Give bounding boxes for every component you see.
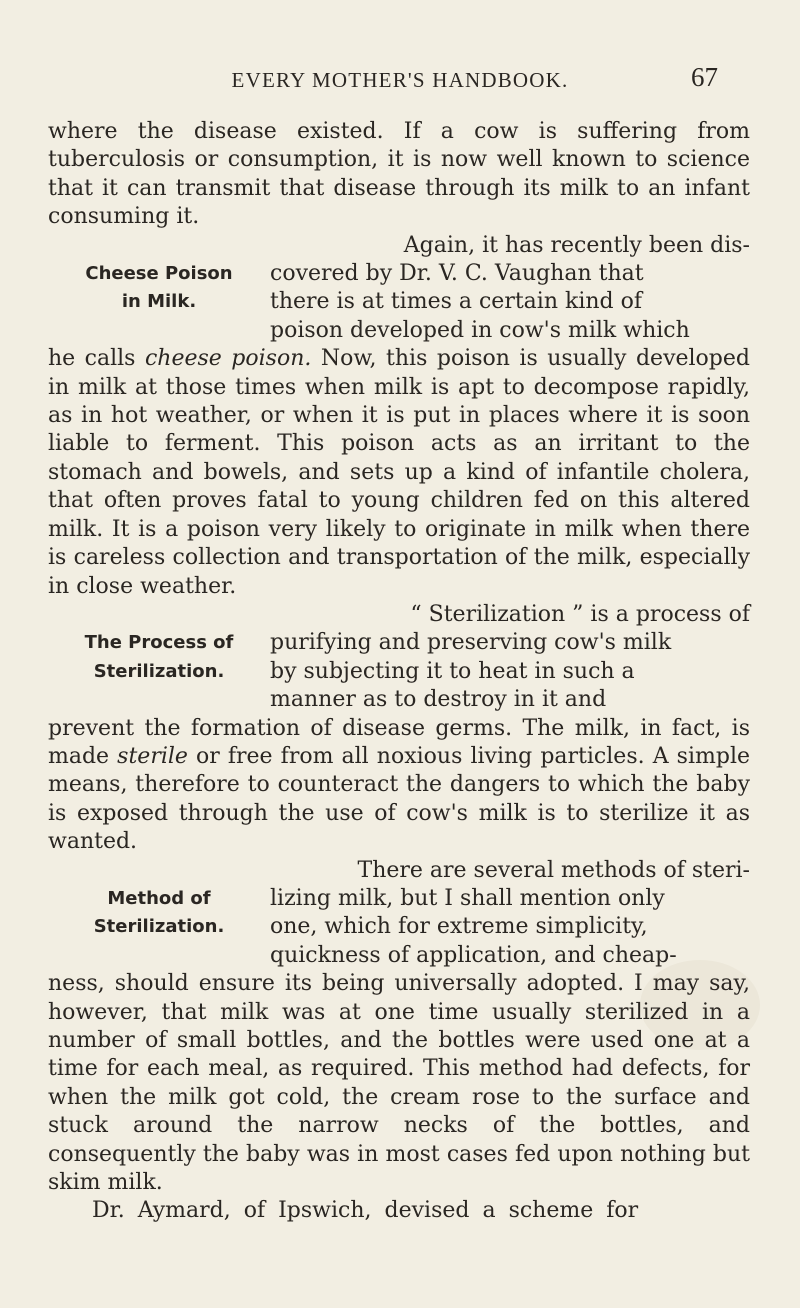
indented-line: [270, 232, 750, 260]
indented-line: [270, 260, 750, 288]
section-cheese-poison: [48, 232, 750, 601]
text-run: prevent the formation of disease germs. The milk, in fact, is made: [48, 715, 750, 769]
indented-line: [270, 601, 750, 629]
paragraph-sterilization: [48, 715, 750, 857]
indented-line: [270, 658, 750, 686]
sidenote-method-sterilization: [48, 885, 270, 942]
sidenote-line: Method of: [107, 887, 211, 909]
section-process-sterilization: [48, 601, 750, 857]
sidenote-line: Cheese Poison: [85, 263, 233, 285]
text-run: or free from all noxious living particles. A simple means, therefore to counteract the dangers to which the baby is exposed through the use of cow's milk is to sterilize it as wanted.: [48, 743, 750, 855]
indented-line: [270, 885, 750, 913]
page-header: [0, 62, 800, 102]
italic-term: sterile: [117, 743, 188, 769]
text-run: he calls: [48, 346, 145, 372]
sidenote-line: in Milk.: [121, 291, 197, 313]
line-text: covered by Dr. V. C. Vaughan that: [270, 261, 644, 287]
paragraph-tuberculosis: where the disease existed. If a cow is suffering from tuberculosis or consumption, it is now well known to science that it can transmit that disease through its milk to an infant consuming it.: [48, 119, 750, 230]
indented-line: [270, 913, 750, 941]
indented-line: [270, 942, 750, 970]
sidenote-line: The Process of: [84, 632, 234, 654]
line-text: quickness of application, and cheap-: [270, 942, 677, 968]
page-body: [48, 118, 750, 1226]
line-text: lizing milk, but I shall mention only: [270, 885, 665, 911]
line-text: “ Sterilization ” is a process of: [410, 601, 750, 627]
line-text: manner as to destroy in it and: [270, 687, 607, 713]
indented-line: [270, 288, 750, 316]
sidenote-line: Sterilization.: [93, 916, 225, 938]
paragraph-cheese-poison: [48, 345, 750, 601]
running-head: EVERY MOTHER'S HANDBOOK.: [231, 68, 569, 92]
paragraph-method: ness, should ensure its being universally adopted. I may say, however, that milk was at one time usually sterilized in a number of small bottles, and the bottles were used one at a time for each meal, as required. This method had defects, for when the milk got cold, the cream rose to the surface and stuck around the narrow necks of the bottles, and consequently the baby was in most cases fed upon nothing but skim milk.: [48, 971, 750, 1196]
line-text: there is at times a certain kind of: [270, 289, 642, 315]
italic-term: cheese poison.: [144, 346, 312, 372]
sidenote-line: Sterilization.: [93, 660, 225, 682]
line-text: purifying and preserving cow's milk: [270, 630, 672, 656]
sidenote-cheese-poison: [48, 260, 270, 317]
line-text: by subjecting it to heat in such a: [270, 658, 635, 684]
indented-line: [270, 317, 750, 345]
indented-line: [270, 857, 750, 885]
section-method-sterilization: [48, 857, 750, 1198]
paragraph-aymard: Dr. Aymard, of Ipswich, devised a scheme for: [92, 1198, 639, 1224]
indented-line: [270, 686, 750, 714]
line-text: There are several methods of steri-: [357, 857, 750, 883]
sidenote-process-sterilization: [48, 629, 270, 686]
text-run: Now, this poison is usually developed in milk at those times when milk is apt to decompose rapidly, as in hot weather, or when it is put in places where it is soon liable to ferment. This poison acts as an irritant to the stomach and bowels, and sets up a kind of infantile cholera, that often proves fatal to young children fed on this altered milk. It is a poison very likely to originate in milk when there is careless collection and transportation of the milk, especially in close weather.: [48, 346, 750, 599]
line-text: poison developed in cow's milk which: [270, 317, 690, 343]
indented-line: [270, 629, 750, 657]
line-text: Again, it has recently been dis-: [403, 232, 750, 258]
line-text: one, which for extreme simplicity,: [270, 914, 648, 940]
page-number: 67: [691, 62, 718, 92]
